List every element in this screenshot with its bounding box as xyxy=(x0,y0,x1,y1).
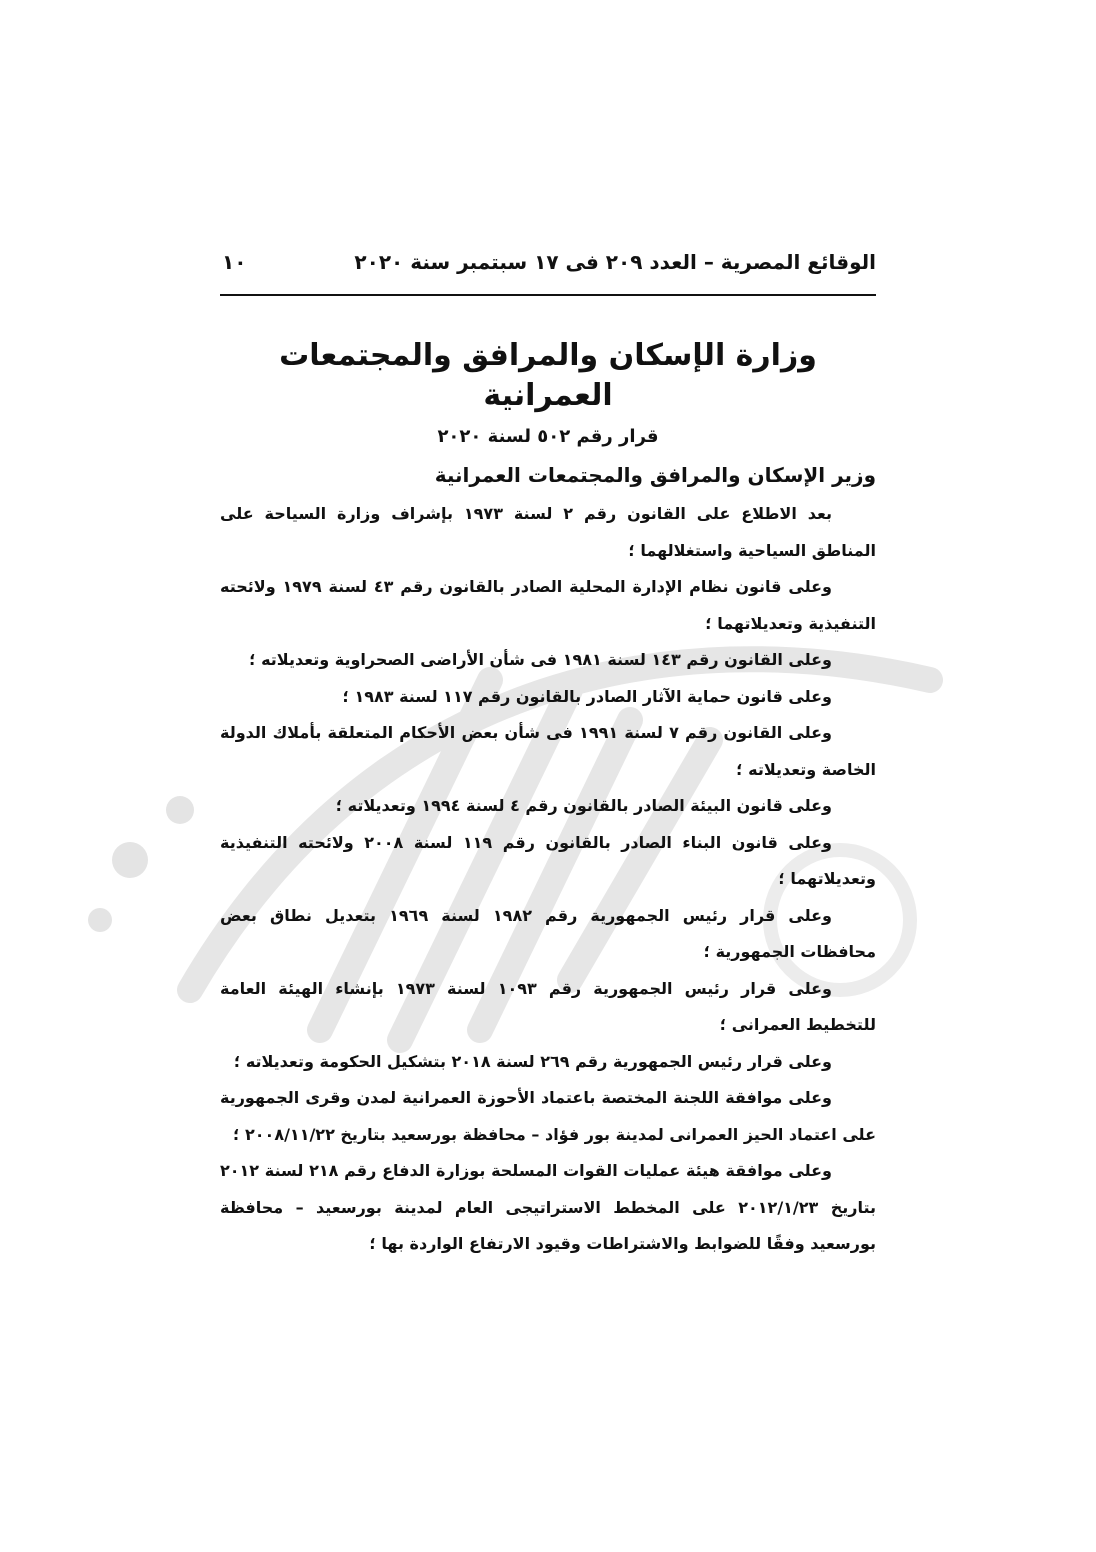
paragraph: وعلى القانون رقم ١٤٣ لسنة ١٩٨١ فى شأن الأراضى الصحراوية وتعديلاته ؛ xyxy=(249,650,832,669)
header-divider xyxy=(220,294,876,296)
paragraph: بعد الاطلاع على القانون رقم ٢ لسنة ١٩٧٣ بإشراف وزارة السياحة على المناطق السياحية واستغلالهما ؛ xyxy=(220,504,876,560)
paragraph: وعلى قرار رئيس الجمهورية رقم ١٩٨٢ لسنة ١٩٦٩ بتعديل نطاق بعض محافظات الجمهورية ؛ xyxy=(220,905,876,961)
paragraph: وعلى قانون نظام الإدارة المحلية الصادر بالقانون رقم ٤٣ لسنة ١٩٧٩ ولائحته التنفيذية وتعديلاتهما ؛ xyxy=(220,577,876,633)
paragraph: وعلى القانون رقم ٧ لسنة ١٩٩١ فى شأن بعض الأحكام المتعلقة بأملاك الدولة الخاصة وتعديلاته ؛ xyxy=(220,723,876,779)
paragraph: وعلى قرار رئيس الجمهورية رقم ٢٦٩ لسنة ٢٠١٨ بتشكيل الحكومة وتعديلاته ؛ xyxy=(233,1051,832,1071)
paragraph: وعلى قرار رئيس الجمهورية رقم ١٠٩٣ لسنة ١٩٧٣ بإنشاء الهيئة العامة للتخطيط العمرانى ؛ xyxy=(220,978,876,1034)
paragraph: وعلى موافقة هيئة عمليات القوات المسلحة بوزارة الدفاع رقم ٢١٨ لسنة ٢٠١٢ بتاريخ ٢٠١٢/١/٢٣ على المخطط الاستراتيجى العام لمدينة بورسعيد – محافظة بورسعيد وفقًا للضوابط والاشتراطات وقيود الارتفاع الواردة بها ؛ xyxy=(220,1161,877,1253)
page-number: ١٠ xyxy=(222,250,247,274)
ministry-title: وزارة الإسكان والمرافق والمجتمعات العمرانية xyxy=(279,338,817,413)
content-column xyxy=(220,250,876,1263)
paragraph: وعلى قانون البناء الصادر بالقانون رقم ١١٩ لسنة ٢٠٠٨ ولائحته التنفيذية وتعديلاتهما ؛ xyxy=(220,832,876,888)
paragraph: وعلى موافقة اللجنة المختصة باعتماد الأحوزة العمرانية لمدن وقرى الجمهورية على اعتماد الحيز العمرانى لمدينة بور فؤاد – محافظة بورسعيد بتاريخ ٢٠٠٨/١١/٢٢ ؛ xyxy=(220,1088,876,1144)
minister-title: وزير الإسكان والمرافق والمجتمعات العمرانية xyxy=(434,463,876,487)
gazette-header xyxy=(220,250,876,286)
paragraph: وعلى قانون حماية الآثار الصادر بالقانون رقم ١١٧ لسنة ١٩٨٣ ؛ xyxy=(342,686,832,706)
preamble-paragraphs xyxy=(220,496,876,1263)
paragraph: وعلى قانون البيئة الصادر بالقانون رقم ٤ لسنة ١٩٩٤ وتعديلاته ؛ xyxy=(335,796,832,815)
gazette-issue-title: الوقائع المصرية – العدد ٢٠٩ فى ١٧ سبتمبر سنة ٢٠٢٠ xyxy=(354,250,876,274)
decree-title: قرار رقم ٥٠٢ لسنة ٢٠٢٠ xyxy=(437,426,659,447)
